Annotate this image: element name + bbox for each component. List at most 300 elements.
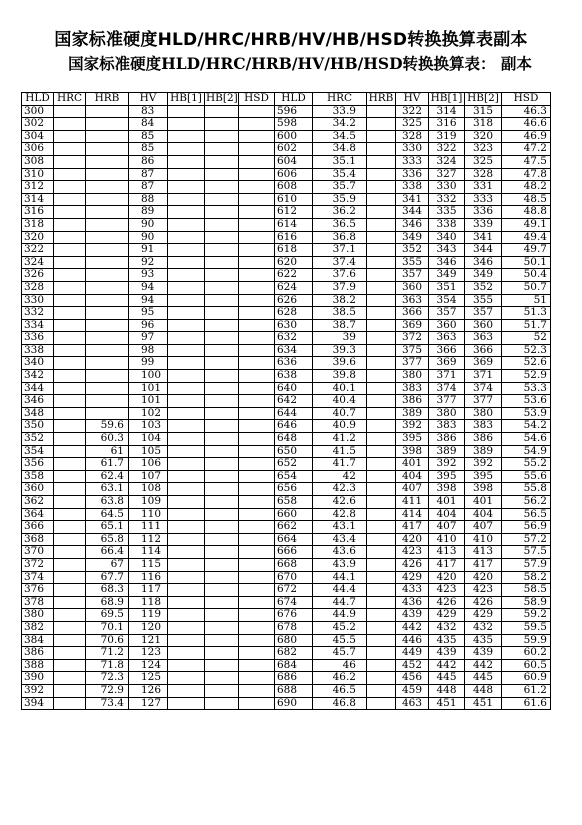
cell-hb1	[168, 445, 205, 458]
cell-hld-2: 618	[275, 244, 313, 257]
cell-hv-2: 355	[396, 256, 429, 269]
cell-hrc	[54, 634, 86, 647]
cell-hrb-2	[367, 521, 396, 534]
cell-hb1	[168, 634, 205, 647]
cell-hv-2: 333	[396, 155, 429, 168]
cell-hsd	[239, 130, 275, 143]
cell-hrb-2	[367, 558, 396, 571]
cell-hb2	[205, 382, 239, 395]
cell-hv: 112	[129, 533, 168, 546]
table-row	[22, 143, 551, 156]
cell-hb1	[168, 659, 205, 672]
cell-hrb-2	[367, 332, 396, 345]
table-row	[22, 130, 551, 143]
cell-hrb-2	[367, 445, 396, 458]
cell-hrc-2: 41.5	[313, 445, 367, 458]
cell-hsd	[239, 168, 275, 181]
table-row	[22, 344, 551, 357]
cell-hv-2: 452	[396, 659, 429, 672]
cell-hb2	[205, 307, 239, 320]
cell-hld-2: 676	[275, 609, 313, 622]
cell-hb1	[168, 697, 205, 710]
cell-hrb: 68.3	[86, 584, 129, 597]
column-header-hb1-2: HB[1]	[429, 93, 465, 106]
cell-hv-2: 328	[396, 130, 429, 143]
cell-hv-2: 375	[396, 344, 429, 357]
cell-hrb-2	[367, 508, 396, 521]
table-row	[22, 382, 551, 395]
cell-hb2-2: 435	[465, 634, 502, 647]
cell-hsd	[239, 218, 275, 231]
cell-hsd-2: 48.5	[502, 193, 551, 206]
cell-hrc	[54, 584, 86, 597]
table-row	[22, 684, 551, 697]
cell-hld: 352	[22, 433, 54, 446]
cell-hb1-2: 439	[429, 647, 465, 660]
cell-hrb	[86, 118, 129, 131]
cell-hb2-2: 315	[465, 105, 502, 118]
cell-hv: 102	[129, 407, 168, 420]
cell-hb1	[168, 332, 205, 345]
cell-hb1	[168, 458, 205, 471]
cell-hv-2: 383	[396, 382, 429, 395]
cell-hb1	[168, 407, 205, 420]
cell-hrc	[54, 181, 86, 194]
cell-hv-2: 344	[396, 206, 429, 219]
cell-hb2	[205, 370, 239, 383]
cell-hrb-2	[367, 193, 396, 206]
cell-hv-2: 386	[396, 395, 429, 408]
cell-hrc-2: 44.9	[313, 609, 367, 622]
cell-hb2	[205, 546, 239, 559]
column-header-hrb-2: HRB	[367, 93, 396, 106]
cell-hsd-2: 51.7	[502, 319, 551, 332]
cell-hrc-2: 40.1	[313, 382, 367, 395]
cell-hsd-2: 56.9	[502, 521, 551, 534]
cell-hrc	[54, 533, 86, 546]
cell-hb1-2: 386	[429, 433, 465, 446]
cell-hrc	[54, 344, 86, 357]
cell-hrb-2	[367, 672, 396, 685]
cell-hsd	[239, 118, 275, 131]
cell-hrc-2: 44.1	[313, 571, 367, 584]
cell-hsd	[239, 659, 275, 672]
cell-hld-2: 636	[275, 357, 313, 370]
cell-hb2-2: 374	[465, 382, 502, 395]
cell-hb2-2: 371	[465, 370, 502, 383]
cell-hrb-2	[367, 319, 396, 332]
cell-hsd	[239, 294, 275, 307]
table-row	[22, 294, 551, 307]
cell-hv-2: 346	[396, 218, 429, 231]
cell-hrc	[54, 596, 86, 609]
table-row	[22, 155, 551, 168]
cell-hb2-2: 339	[465, 218, 502, 231]
cell-hrc	[54, 508, 86, 521]
cell-hb2-2: 413	[465, 546, 502, 559]
cell-hv: 88	[129, 193, 168, 206]
cell-hld-2: 604	[275, 155, 313, 168]
cell-hsd-2: 46.3	[502, 105, 551, 118]
cell-hrb	[86, 206, 129, 219]
cell-hrc	[54, 395, 86, 408]
table-row	[22, 584, 551, 597]
cell-hld: 386	[22, 647, 54, 660]
cell-hrc	[54, 319, 86, 332]
cell-hld-2: 620	[275, 256, 313, 269]
cell-hrc	[54, 269, 86, 282]
cell-hb1-2: 432	[429, 621, 465, 634]
cell-hrb: 64.5	[86, 508, 129, 521]
cell-hv-2: 442	[396, 621, 429, 634]
cell-hld-2: 628	[275, 307, 313, 320]
cell-hrc	[54, 382, 86, 395]
cell-hrb	[86, 319, 129, 332]
cell-hrb	[86, 231, 129, 244]
cell-hsd	[239, 105, 275, 118]
cell-hb1-2: 445	[429, 672, 465, 685]
cell-hv: 114	[129, 546, 168, 559]
cell-hld-2: 670	[275, 571, 313, 584]
cell-hb1	[168, 558, 205, 571]
cell-hv-2: 349	[396, 231, 429, 244]
cell-hsd-2: 60.9	[502, 672, 551, 685]
cell-hv-2: 336	[396, 168, 429, 181]
cell-hb2-2: 352	[465, 281, 502, 294]
cell-hsd	[239, 181, 275, 194]
cell-hrb-2	[367, 231, 396, 244]
cell-hsd	[239, 307, 275, 320]
cell-hsd	[239, 319, 275, 332]
cell-hb2-2: 410	[465, 533, 502, 546]
cell-hb1-2: 335	[429, 206, 465, 219]
cell-hb1-2: 426	[429, 596, 465, 609]
cell-hv: 121	[129, 634, 168, 647]
cell-hld: 304	[22, 130, 54, 143]
cell-hsd	[239, 496, 275, 509]
table-row	[22, 659, 551, 672]
cell-hb2-2: 341	[465, 231, 502, 244]
cell-hb1-2: 351	[429, 281, 465, 294]
cell-hb1-2: 322	[429, 143, 465, 156]
cell-hrb: 70.1	[86, 621, 129, 634]
cell-hv-2: 429	[396, 571, 429, 584]
cell-hb2	[205, 458, 239, 471]
cell-hsd	[239, 370, 275, 383]
table-row	[22, 319, 551, 332]
cell-hsd-2: 49.4	[502, 231, 551, 244]
table-row	[22, 332, 551, 345]
cell-hb2	[205, 508, 239, 521]
cell-hv-2: 423	[396, 546, 429, 559]
cell-hrb-2	[367, 621, 396, 634]
cell-hsd-2: 48.2	[502, 181, 551, 194]
cell-hsd-2: 54.9	[502, 445, 551, 458]
column-header-hld-2: HLD	[275, 93, 313, 106]
cell-hld-2: 664	[275, 533, 313, 546]
cell-hb2	[205, 168, 239, 181]
cell-hb2-2: 442	[465, 659, 502, 672]
cell-hv: 116	[129, 571, 168, 584]
cell-hsd	[239, 382, 275, 395]
cell-hsd-2: 50.4	[502, 269, 551, 282]
cell-hrb-2	[367, 546, 396, 559]
cell-hb2-2: 377	[465, 395, 502, 408]
cell-hld: 332	[22, 307, 54, 320]
cell-hb2-2: 346	[465, 256, 502, 269]
cell-hrc	[54, 206, 86, 219]
cell-hv: 96	[129, 319, 168, 332]
cell-hrc-2: 41.7	[313, 458, 367, 471]
cell-hrb-2	[367, 496, 396, 509]
cell-hv: 84	[129, 118, 168, 131]
cell-hv: 99	[129, 357, 168, 370]
cell-hb1	[168, 420, 205, 433]
cell-hrc-2: 40.9	[313, 420, 367, 433]
cell-hld: 312	[22, 181, 54, 194]
cell-hrb	[86, 370, 129, 383]
cell-hv: 94	[129, 281, 168, 294]
cell-hv: 97	[129, 332, 168, 345]
cell-hrc-2: 38.2	[313, 294, 367, 307]
cell-hsd-2: 59.5	[502, 621, 551, 634]
cell-hld: 356	[22, 458, 54, 471]
cell-hrc	[54, 370, 86, 383]
cell-hb2-2: 445	[465, 672, 502, 685]
cell-hb2	[205, 294, 239, 307]
cell-hrc	[54, 483, 86, 496]
cell-hb2	[205, 155, 239, 168]
table-row	[22, 697, 551, 710]
cell-hld-2: 600	[275, 130, 313, 143]
cell-hv-2: 352	[396, 244, 429, 257]
table-row	[22, 496, 551, 509]
cell-hld-2: 644	[275, 407, 313, 420]
cell-hb2	[205, 281, 239, 294]
cell-hv-2: 433	[396, 584, 429, 597]
cell-hb1-2: 354	[429, 294, 465, 307]
cell-hld: 350	[22, 420, 54, 433]
cell-hrb-2	[367, 609, 396, 622]
cell-hb1	[168, 344, 205, 357]
cell-hb2	[205, 571, 239, 584]
cell-hld: 316	[22, 206, 54, 219]
cell-hld: 368	[22, 533, 54, 546]
cell-hb1	[168, 231, 205, 244]
cell-hrc	[54, 647, 86, 660]
cell-hld: 370	[22, 546, 54, 559]
cell-hv-2: 463	[396, 697, 429, 710]
cell-hb1	[168, 118, 205, 131]
cell-hrb: 70.6	[86, 634, 129, 647]
cell-hb1-2: 423	[429, 584, 465, 597]
table-row	[22, 420, 551, 433]
cell-hrb	[86, 344, 129, 357]
cell-hb1-2: 369	[429, 357, 465, 370]
cell-hb2	[205, 105, 239, 118]
cell-hb2	[205, 130, 239, 143]
cell-hld-2: 654	[275, 470, 313, 483]
cell-hsd-2: 56.2	[502, 496, 551, 509]
cell-hb1	[168, 244, 205, 257]
cell-hb1-2: 366	[429, 344, 465, 357]
cell-hrb-2	[367, 659, 396, 672]
cell-hv: 103	[129, 420, 168, 433]
cell-hld: 300	[22, 105, 54, 118]
cell-hrc-2: 40.7	[313, 407, 367, 420]
cell-hrc	[54, 684, 86, 697]
cell-hld: 376	[22, 584, 54, 597]
cell-hrc-2: 41.2	[313, 433, 367, 446]
cell-hld: 346	[22, 395, 54, 408]
cell-hb1-2: 343	[429, 244, 465, 257]
cell-hsd	[239, 621, 275, 634]
cell-hb1	[168, 193, 205, 206]
cell-hld-2: 640	[275, 382, 313, 395]
cell-hld: 390	[22, 672, 54, 685]
cell-hrb	[86, 193, 129, 206]
cell-hsd-2: 61.6	[502, 697, 551, 710]
cell-hsd	[239, 684, 275, 697]
cell-hsd-2: 53.3	[502, 382, 551, 395]
cell-hv-2: 366	[396, 307, 429, 320]
cell-hsd-2: 55.8	[502, 483, 551, 496]
table-row	[22, 269, 551, 282]
cell-hsd	[239, 332, 275, 345]
cell-hrc	[54, 256, 86, 269]
cell-hrb: 63.1	[86, 483, 129, 496]
cell-hsd	[239, 609, 275, 622]
cell-hrc-2: 36.5	[313, 218, 367, 231]
cell-hsd-2: 49.1	[502, 218, 551, 231]
cell-hsd-2: 48.8	[502, 206, 551, 219]
cell-hrc-2: 39.3	[313, 344, 367, 357]
cell-hb2-2: 363	[465, 332, 502, 345]
cell-hrb	[86, 105, 129, 118]
cell-hld-2: 602	[275, 143, 313, 156]
cell-hv: 105	[129, 445, 168, 458]
cell-hrc-2: 45.5	[313, 634, 367, 647]
cell-hv-2: 404	[396, 470, 429, 483]
cell-hrb-2	[367, 483, 396, 496]
cell-hb2	[205, 521, 239, 534]
cell-hld: 334	[22, 319, 54, 332]
cell-hld: 340	[22, 357, 54, 370]
table-row	[22, 181, 551, 194]
column-header-hld: HLD	[22, 93, 54, 106]
table-row	[22, 395, 551, 408]
cell-hrb-2	[367, 407, 396, 420]
cell-hb1	[168, 584, 205, 597]
cell-hsd-2: 54.2	[502, 420, 551, 433]
cell-hb2	[205, 344, 239, 357]
cell-hb2	[205, 143, 239, 156]
cell-hb2	[205, 244, 239, 257]
cell-hsd-2: 51.3	[502, 307, 551, 320]
cell-hb1	[168, 256, 205, 269]
cell-hld-2: 638	[275, 370, 313, 383]
cell-hrc-2: 46.5	[313, 684, 367, 697]
cell-hb1	[168, 357, 205, 370]
cell-hv-2: 446	[396, 634, 429, 647]
cell-hrb: 65.8	[86, 533, 129, 546]
table-row	[22, 357, 551, 370]
cell-hb2-2: 448	[465, 684, 502, 697]
cell-hld-2: 614	[275, 218, 313, 231]
cell-hb2-2: 366	[465, 344, 502, 357]
cell-hsd	[239, 470, 275, 483]
cell-hrb	[86, 357, 129, 370]
cell-hrc	[54, 281, 86, 294]
cell-hb1	[168, 483, 205, 496]
cell-hld-2: 684	[275, 659, 313, 672]
cell-hb1-2: 314	[429, 105, 465, 118]
table-row	[22, 521, 551, 534]
cell-hld-2: 662	[275, 521, 313, 534]
cell-hld-2: 610	[275, 193, 313, 206]
cell-hld: 310	[22, 168, 54, 181]
cell-hv-2: 377	[396, 357, 429, 370]
cell-hv-2: 436	[396, 596, 429, 609]
cell-hb2	[205, 609, 239, 622]
cell-hld: 380	[22, 609, 54, 622]
cell-hrb: 71.8	[86, 659, 129, 672]
cell-hld-2: 656	[275, 483, 313, 496]
cell-hld-2: 608	[275, 181, 313, 194]
cell-hsd	[239, 672, 275, 685]
table-row	[22, 508, 551, 521]
cell-hrb-2	[367, 370, 396, 383]
column-header-hrb: HRB	[86, 93, 129, 106]
cell-hld: 322	[22, 244, 54, 257]
cell-hsd-2: 55.2	[502, 458, 551, 471]
cell-hsd	[239, 281, 275, 294]
cell-hrb	[86, 256, 129, 269]
cell-hrb-2	[367, 307, 396, 320]
cell-hrc	[54, 433, 86, 446]
cell-hld-2: 598	[275, 118, 313, 131]
cell-hrc	[54, 193, 86, 206]
cell-hld-2: 686	[275, 672, 313, 685]
cell-hsd-2: 58.2	[502, 571, 551, 584]
cell-hb2-2: 357	[465, 307, 502, 320]
cell-hrb-2	[367, 634, 396, 647]
cell-hrb-2	[367, 697, 396, 710]
cell-hrc	[54, 218, 86, 231]
cell-hrb-2	[367, 181, 396, 194]
cell-hb1-2: 448	[429, 684, 465, 697]
cell-hv-2: 338	[396, 181, 429, 194]
cell-hrb-2	[367, 206, 396, 219]
cell-hld-2: 642	[275, 395, 313, 408]
cell-hrc	[54, 420, 86, 433]
cell-hb2-2: 328	[465, 168, 502, 181]
cell-hsd-2: 52	[502, 332, 551, 345]
cell-hsd	[239, 571, 275, 584]
cell-hrb: 69.5	[86, 609, 129, 622]
cell-hrb: 61	[86, 445, 129, 458]
cell-hsd-2: 57.5	[502, 546, 551, 559]
cell-hb1-2: 380	[429, 407, 465, 420]
cell-hb2-2: 439	[465, 647, 502, 660]
cell-hrb-2	[367, 344, 396, 357]
cell-hb1-2: 377	[429, 395, 465, 408]
cell-hb1	[168, 508, 205, 521]
cell-hv: 94	[129, 294, 168, 307]
cell-hrc	[54, 558, 86, 571]
cell-hb2-2: 426	[465, 596, 502, 609]
cell-hb1-2: 374	[429, 382, 465, 395]
